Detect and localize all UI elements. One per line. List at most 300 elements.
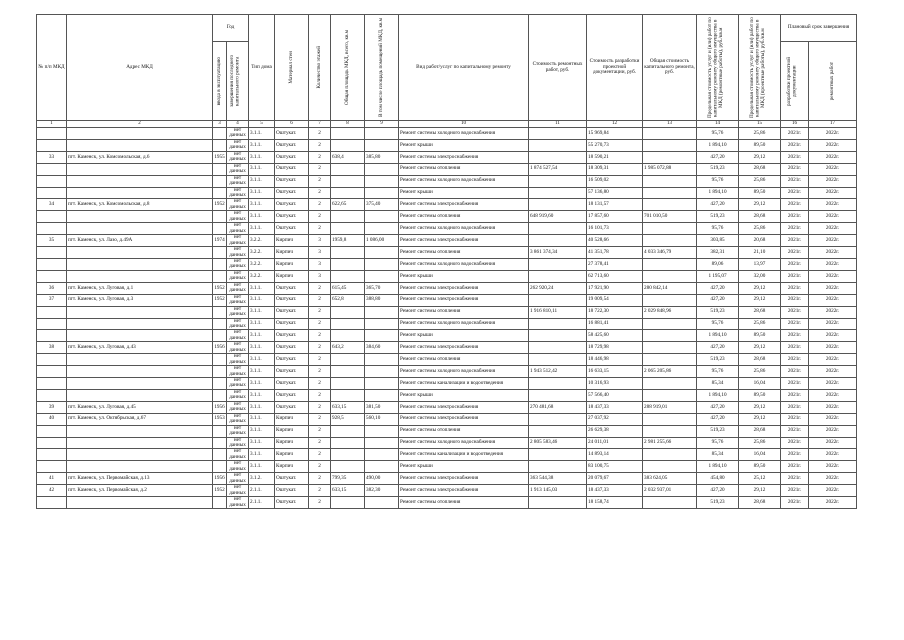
table-cell: 2021г.	[781, 497, 809, 509]
table-cell	[37, 223, 67, 235]
table-cell: 18 131,57	[587, 199, 643, 211]
header-year-built: ввода в эксплуатацию	[213, 42, 227, 121]
table-cell	[643, 258, 697, 270]
table-cell: нет данных	[227, 175, 249, 187]
table-cell: пгт. Каменск, ул. Первомайская, д.13	[67, 473, 213, 485]
table-cell: 638,4	[331, 151, 365, 163]
table-cell: 3	[309, 247, 331, 259]
table-cell	[67, 461, 213, 473]
table-cell: 89,50	[739, 461, 781, 473]
table-row	[37, 425, 857, 437]
table-cell: 3.1.1.	[249, 318, 275, 330]
table-cell: Оштукат.	[275, 342, 309, 354]
column-number: 5	[249, 121, 275, 128]
table-cell	[365, 354, 399, 366]
table-cell	[365, 318, 399, 330]
table-cell: 29,12	[739, 413, 781, 425]
table-cell	[529, 187, 587, 199]
table-cell	[529, 223, 587, 235]
table-cell: 2021г.	[781, 163, 809, 175]
table-cell: 1 894,10	[697, 330, 739, 342]
table-cell: 2	[309, 473, 331, 485]
table-cell: нет данных	[227, 187, 249, 199]
table-cell: 2022г.	[809, 473, 857, 485]
table-cell: 388,80	[365, 294, 399, 306]
table-cell: 2.1.1.	[249, 497, 275, 509]
table-cell: 2022г.	[809, 342, 857, 354]
table-cell: 3.1.1.	[249, 187, 275, 199]
table-cell: 1952	[213, 294, 227, 306]
table-cell: 2021г.	[781, 366, 809, 378]
table-cell: Оштукат.	[275, 330, 309, 342]
table-cell: Ремонт системы отопления	[399, 211, 529, 223]
table-cell: 2	[309, 282, 331, 294]
table-cell: 633,15	[331, 485, 365, 497]
table-cell: 427,20	[697, 342, 739, 354]
table-cell: 262 920,24	[529, 282, 587, 294]
table-row	[37, 401, 857, 413]
column-number: 3	[213, 121, 227, 128]
table-cell: 382,30	[365, 485, 399, 497]
table-cell	[67, 187, 213, 199]
table-cell	[529, 449, 587, 461]
table-cell	[213, 187, 227, 199]
table-cell: нет данных	[227, 485, 249, 497]
table-cell: 2	[309, 413, 331, 425]
table-cell	[365, 330, 399, 342]
table-cell	[331, 354, 365, 366]
table-row	[37, 211, 857, 223]
table-cell	[331, 163, 365, 175]
table-cell: пгт. Каменск, ул. Комсомольская, д.6	[67, 151, 213, 163]
table-cell	[643, 413, 697, 425]
table-cell: 18 590,21	[587, 151, 643, 163]
table-cell: 2021г.	[781, 199, 809, 211]
table-cell: 3.1.1.	[249, 294, 275, 306]
table-cell	[37, 437, 67, 449]
table-cell: 2	[309, 211, 331, 223]
column-number: 16	[781, 121, 809, 128]
table-cell: Оштукат.	[275, 282, 309, 294]
table-cell: 2022г.	[809, 461, 857, 473]
table-cell: 3	[309, 270, 331, 282]
table-cell: 16,04	[739, 378, 781, 390]
table-cell: 2021г.	[781, 235, 809, 247]
table-cell	[213, 270, 227, 282]
table-row	[37, 413, 857, 425]
column-number: 15	[739, 121, 781, 128]
table-cell: 18 437,33	[587, 485, 643, 497]
table-cell	[529, 175, 587, 187]
table-cell: 2022г.	[809, 330, 857, 342]
table-cell: 37	[37, 294, 67, 306]
column-number: 8	[331, 121, 365, 128]
table-row	[37, 187, 857, 199]
table-cell: 2021г.	[781, 187, 809, 199]
table-cell: 15 969,84	[587, 128, 643, 140]
table-cell: 3.1.1.	[249, 342, 275, 354]
column-number: 11	[529, 121, 587, 128]
table-cell	[37, 128, 67, 140]
table-cell: 2022г.	[809, 354, 857, 366]
table-cell	[365, 389, 399, 401]
table-cell	[365, 175, 399, 187]
table-cell: Ремонт системы электроснабжения	[399, 235, 529, 247]
table-row	[37, 342, 857, 354]
table-cell: пгт. Каменск, ул. Лазо, д.49А	[67, 235, 213, 247]
table-cell	[365, 270, 399, 282]
table-cell: 3.1.1.	[249, 449, 275, 461]
table-cell: Ремонт системы холодного водоснабжения	[399, 318, 529, 330]
table-cell	[213, 330, 227, 342]
table-cell	[37, 211, 67, 223]
table-cell: нет данных	[227, 378, 249, 390]
table-cell	[643, 461, 697, 473]
table-cell: Кирпич	[275, 425, 309, 437]
table-cell: 27 378,41	[587, 258, 643, 270]
table-cell: 18 437,33	[587, 401, 643, 413]
table-cell: 39	[37, 401, 67, 413]
table-cell: 29,12	[739, 294, 781, 306]
table-row	[37, 485, 857, 497]
table-cell	[67, 354, 213, 366]
table-cell	[365, 378, 399, 390]
table-cell: 28,68	[739, 354, 781, 366]
table-cell: нет данных	[227, 151, 249, 163]
table-cell	[529, 497, 587, 509]
table-cell	[643, 128, 697, 140]
table-cell	[37, 270, 67, 282]
table-cell	[529, 330, 587, 342]
column-number: 14	[697, 121, 739, 128]
table-cell: Оштукат.	[275, 378, 309, 390]
header-floors: Количество этажей	[309, 15, 331, 121]
table-cell	[331, 449, 365, 461]
table-cell: 2022г.	[809, 497, 857, 509]
table-cell: 3.1.1.	[249, 437, 275, 449]
table-cell: 2	[309, 449, 331, 461]
table-row	[37, 473, 857, 485]
table-row	[37, 247, 857, 259]
table-cell: 2.1.1.	[249, 485, 275, 497]
table-cell	[37, 425, 67, 437]
table-cell	[643, 318, 697, 330]
table-cell: Ремонт системы холодного водоснабжения	[399, 223, 529, 235]
table-cell: нет данных	[227, 163, 249, 175]
table-cell: 2 032 937,01	[643, 485, 697, 497]
table-cell: 427,20	[697, 401, 739, 413]
table-cell: Ремонт системы холодного водоснабжения	[399, 128, 529, 140]
table-cell	[331, 128, 365, 140]
header-area-total: Общая площадь МКД, всего, кв.м	[331, 15, 365, 121]
table-cell: 3.1.1.	[249, 330, 275, 342]
table-cell: Ремонт крыши	[399, 330, 529, 342]
table-cell: 382,31	[697, 247, 739, 259]
table-header	[37, 15, 857, 128]
table-cell: нет данных	[227, 497, 249, 509]
table-cell: 2021г.	[781, 151, 809, 163]
table-cell: 2	[309, 128, 331, 140]
table-cell: 1 195,07	[697, 270, 739, 282]
table-cell: 3	[309, 258, 331, 270]
table-cell: 3.1.1.	[249, 378, 275, 390]
table-cell: 280 842,14	[643, 282, 697, 294]
table-cell: нет данных	[227, 258, 249, 270]
table-cell: 2	[309, 401, 331, 413]
table-cell: 2021г.	[781, 437, 809, 449]
table-cell	[37, 306, 67, 318]
table-cell	[213, 437, 227, 449]
table-cell: 89,50	[739, 139, 781, 151]
table-cell: 701 010,50	[643, 211, 697, 223]
table-cell: 2021г.	[781, 449, 809, 461]
table-cell: 17 921,90	[587, 282, 643, 294]
table-cell	[37, 378, 67, 390]
table-cell: 1956	[213, 473, 227, 485]
table-cell: 18 446,98	[587, 354, 643, 366]
table-cell	[365, 306, 399, 318]
table-cell: 2	[309, 187, 331, 199]
table-cell	[643, 199, 697, 211]
table-cell	[643, 223, 697, 235]
table-cell	[529, 425, 587, 437]
table-cell: 3.1.1.	[249, 151, 275, 163]
table-cell: 35	[37, 235, 67, 247]
table-cell: нет данных	[227, 437, 249, 449]
table-cell	[67, 449, 213, 461]
column-number: 1	[37, 121, 67, 128]
table-cell: 28,68	[739, 306, 781, 318]
table-cell	[643, 330, 697, 342]
table-cell: 3.2.2.	[249, 235, 275, 247]
table-row	[37, 354, 857, 366]
table-cell	[37, 318, 67, 330]
table-cell: 2022г.	[809, 151, 857, 163]
table-cell: нет данных	[227, 389, 249, 401]
table-cell: 1956	[213, 342, 227, 354]
table-cell: 3.1.1.	[249, 366, 275, 378]
table-cell: 95,76	[697, 175, 739, 187]
table-cell: 42	[37, 485, 67, 497]
table-cell	[37, 163, 67, 175]
header-area-living: В том числе площадь помещений МКД, кв.м	[365, 15, 399, 121]
table-cell: 2	[309, 485, 331, 497]
table-cell: 3.1.2.	[249, 473, 275, 485]
table-cell	[365, 449, 399, 461]
table-cell: 1952	[213, 485, 227, 497]
table-cell: Ремонт крыши	[399, 187, 529, 199]
table-cell: 2	[309, 437, 331, 449]
table-cell: 1 916 810,11	[529, 306, 587, 318]
table-cell	[67, 247, 213, 259]
table-cell: нет данных	[227, 330, 249, 342]
table-cell	[643, 235, 697, 247]
table-cell: 385,80	[365, 151, 399, 163]
table-cell: 2022г.	[809, 401, 857, 413]
table-cell	[67, 306, 213, 318]
table-cell: Оштукат.	[275, 139, 309, 151]
table-cell: 622,65	[331, 199, 365, 211]
table-cell: 3.1.1.	[249, 401, 275, 413]
table-cell: Ремонт системы холодного водоснабжения	[399, 437, 529, 449]
table-cell: 3.1.1.	[249, 139, 275, 151]
table-cell: 1955	[213, 151, 227, 163]
table-cell	[529, 354, 587, 366]
table-cell: 95,76	[697, 366, 739, 378]
table-cell	[67, 175, 213, 187]
table-cell: Ремонт крыши	[399, 139, 529, 151]
table-cell: Ремонт системы электроснабжения	[399, 294, 529, 306]
table-cell	[213, 318, 227, 330]
table-cell: 427,20	[697, 413, 739, 425]
table-cell: Оштукат.	[275, 401, 309, 413]
table-cell	[365, 211, 399, 223]
table-cell: нет данных	[227, 449, 249, 461]
table-cell: 2022г.	[809, 270, 857, 282]
table-cell	[213, 163, 227, 175]
table-cell: 1 874 527,54	[529, 163, 587, 175]
table-cell: 270 481,68	[529, 401, 587, 413]
table-cell: 85,34	[697, 449, 739, 461]
table-cell: Ремонт крыши	[399, 270, 529, 282]
table-cell: 560,10	[365, 413, 399, 425]
header-limit-design: Предельная стоимость услуг и (или) работ по капитальному ремонту общего имущества в МКД (проектные работы), руб./кв.м	[739, 15, 781, 121]
table-row	[37, 235, 857, 247]
table-cell	[67, 389, 213, 401]
table-cell	[331, 461, 365, 473]
table-cell: 2022г.	[809, 389, 857, 401]
table-cell: 633,15	[331, 401, 365, 413]
table-cell: 1952	[213, 199, 227, 211]
table-cell: Оштукат.	[275, 187, 309, 199]
table-cell	[37, 497, 67, 509]
table-row	[37, 318, 857, 330]
table-cell	[37, 258, 67, 270]
table-cell: пгт. Каменск, ул. Первомайская, д.2	[67, 485, 213, 497]
table-cell: Оштукат.	[275, 306, 309, 318]
table-cell: 1 894,10	[697, 187, 739, 199]
table-cell: 2	[309, 223, 331, 235]
table-cell: Оштукат.	[275, 199, 309, 211]
table-cell	[643, 389, 697, 401]
table-cell: 3.2.2.	[249, 270, 275, 282]
table-cell	[643, 378, 697, 390]
table-cell: нет данных	[227, 270, 249, 282]
table-cell	[67, 366, 213, 378]
table-cell: 2022г.	[809, 223, 857, 235]
table-cell: 2021г.	[781, 425, 809, 437]
table-cell: 28,68	[739, 163, 781, 175]
table-cell: Оштукат.	[275, 354, 309, 366]
table-cell: Ремонт системы холодного водоснабжения	[399, 258, 529, 270]
table-cell	[529, 199, 587, 211]
table-cell	[213, 378, 227, 390]
table-cell	[365, 366, 399, 378]
table-cell: пгт. Каменск, ул. Луговая, д.3	[67, 294, 213, 306]
table-cell: Ремонт системы электроснабжения	[399, 199, 529, 211]
table-cell: 2021г.	[781, 211, 809, 223]
table-cell: 928,5	[331, 413, 365, 425]
table-cell: Оштукат.	[275, 318, 309, 330]
table-cell	[529, 294, 587, 306]
table-cell: 2021г.	[781, 282, 809, 294]
table-cell: 18 729,98	[587, 342, 643, 354]
table-cell: 648 919,60	[529, 211, 587, 223]
table-cell	[643, 449, 697, 461]
table-cell: 2	[309, 497, 331, 509]
table-cell: 13,97	[739, 258, 781, 270]
table-cell: 28,68	[739, 425, 781, 437]
table-cell: 2021г.	[781, 139, 809, 151]
table-cell: 2022г.	[809, 294, 857, 306]
table-cell: нет данных	[227, 282, 249, 294]
table-cell: 2022г.	[809, 306, 857, 318]
table-cell: 3 861 374,34	[529, 247, 587, 259]
table-cell: 2021г.	[781, 413, 809, 425]
table-cell: Ремонт системы отопления	[399, 425, 529, 437]
table-cell: Ремонт системы холодного водоснабжения	[399, 175, 529, 187]
table-cell: Оштукат.	[275, 389, 309, 401]
table-cell	[213, 175, 227, 187]
table-cell: нет данных	[227, 425, 249, 437]
table-cell	[67, 258, 213, 270]
table-cell: 1959,8	[331, 235, 365, 247]
table-row	[37, 497, 857, 509]
capital-repair-table-page	[36, 14, 856, 509]
table-cell: 33	[37, 151, 67, 163]
table-cell: 89,50	[739, 187, 781, 199]
column-number-row	[37, 121, 857, 128]
header-address: Адрес МКД	[67, 15, 213, 121]
table-cell	[331, 425, 365, 437]
table-cell: 2021г.	[781, 306, 809, 318]
table-cell: 2	[309, 461, 331, 473]
table-row	[37, 128, 857, 140]
table-cell: Ремонт системы электроснабжения	[399, 151, 529, 163]
table-row	[37, 461, 857, 473]
table-cell: 2021г.	[781, 247, 809, 259]
table-cell: 2022г.	[809, 366, 857, 378]
table-cell: 615,45	[331, 282, 365, 294]
table-cell	[529, 139, 587, 151]
table-cell: 16 881,41	[587, 318, 643, 330]
table-cell: 2	[309, 425, 331, 437]
column-number: 4	[227, 121, 249, 128]
table-cell: 3.1.1.	[249, 389, 275, 401]
table-cell	[213, 461, 227, 473]
table-cell: пгт. Каменск, ул. Луговая, д.43	[67, 342, 213, 354]
table-cell: 365,70	[365, 282, 399, 294]
table-cell	[643, 342, 697, 354]
table-cell: 1 894,10	[697, 139, 739, 151]
table-cell	[213, 497, 227, 509]
table-cell: 2022г.	[809, 128, 857, 140]
table-cell: 427,20	[697, 199, 739, 211]
table-cell: пгт. Каменск, ул. Октябрьская, д.67	[67, 413, 213, 425]
table-cell	[213, 258, 227, 270]
table-cell: Ремонт системы отопления	[399, 247, 529, 259]
table-cell	[529, 378, 587, 390]
table-cell: 2021г.	[781, 485, 809, 497]
table-cell: 25,86	[739, 437, 781, 449]
table-cell: Оштукат.	[275, 151, 309, 163]
table-cell	[67, 211, 213, 223]
table-cell	[365, 163, 399, 175]
table-cell: Ремонт системы электроснабжения	[399, 401, 529, 413]
table-cell: 519,23	[697, 425, 739, 437]
header-plan-design: разработки проектной документации	[781, 42, 809, 121]
table-cell: 2021г.	[781, 128, 809, 140]
